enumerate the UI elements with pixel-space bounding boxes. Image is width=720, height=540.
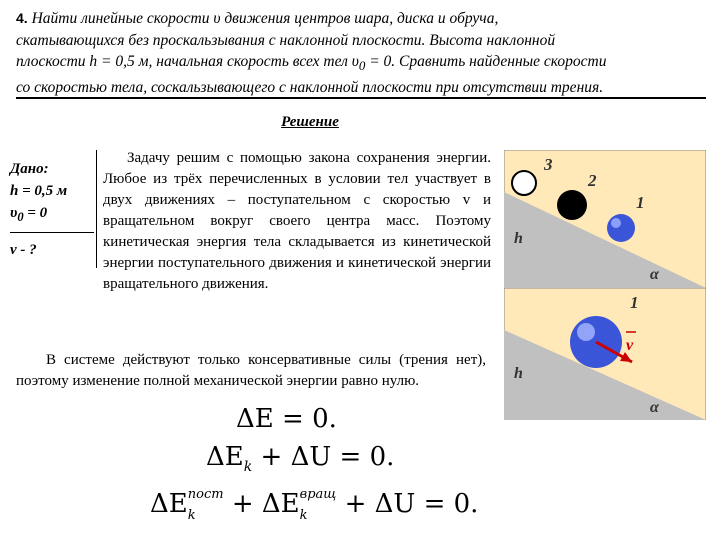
- solution-paragraph-1: Задачу решим с помощью закона сохранения энергии. Любое из трёх перечисленных в условии тел участвует в двух движениях – поступательном с скоростью v и вращательном вокруг своего центра масс. Поэтому кинетическая энергия тела складывается из кинетической энергии поступательного движения и кинетической энергии вращательного движения.: [103, 150, 491, 292]
- ball-large-highlight: [577, 323, 595, 341]
- label-v: v: [626, 337, 634, 354]
- given-divider: [10, 232, 94, 233]
- label-alpha-bottom: α: [650, 399, 659, 416]
- ball-body: [607, 214, 635, 242]
- problem-line-3: плоскости h = 0,5 м, начальная скорость всех тел $\upsilon_0 = 0$. Сравнить найденные скорости: [16, 53, 607, 74]
- label-1: 1: [636, 193, 645, 212]
- problem-line-4: со скоростью тела, соскальзывающего с наклонной плоскости при отсутствии трения.: [16, 78, 604, 96]
- label-2: 2: [588, 171, 597, 190]
- problem-line-2: скатывающихся без проскальзывания с наклонной плоскости. Высота наклонной: [16, 31, 556, 49]
- label-1-bottom: 1: [630, 293, 639, 312]
- given-v0: $\upsilon_0 = 0$: [10, 205, 48, 224]
- problem-number: 4.: [16, 10, 28, 26]
- equation-3: ΔE пост k + ΔE вращ k + ΔU = 0.: [150, 487, 479, 523]
- label-h: h: [514, 230, 523, 247]
- label-3: 3: [544, 155, 553, 174]
- disk-body: [557, 190, 587, 220]
- figure-rolling-ball: [504, 288, 706, 420]
- equation-1: ΔE = 0.: [236, 404, 337, 434]
- given-block: [10, 158, 96, 261]
- separator-rule: [16, 97, 706, 99]
- figure-three-bodies: [504, 150, 706, 288]
- label-h-bottom: h: [514, 365, 523, 382]
- equation-2: $\Delta E_k + \Delta U = 0$.: [206, 442, 395, 476]
- ball-highlight: [611, 218, 621, 228]
- given-title: Дано:: [10, 161, 49, 177]
- problem-line-1: 4. Найти линейные скорости υ движения центров шара, диска и обруча,: [16, 10, 499, 27]
- problem-statement: [16, 8, 708, 98]
- given-find: v - ?: [10, 242, 37, 258]
- given-h: h = 0,5 м: [10, 183, 68, 199]
- hoop-body: [512, 171, 536, 195]
- label-alpha: α: [650, 266, 659, 283]
- solution-heading: Решение: [281, 114, 339, 130]
- given-vertical-rule: [96, 150, 97, 268]
- solution-paragraph-2: В системе действуют только консервативные силы (трения нет), поэтому изменение полной механической энергии равно нулю.: [16, 352, 486, 389]
